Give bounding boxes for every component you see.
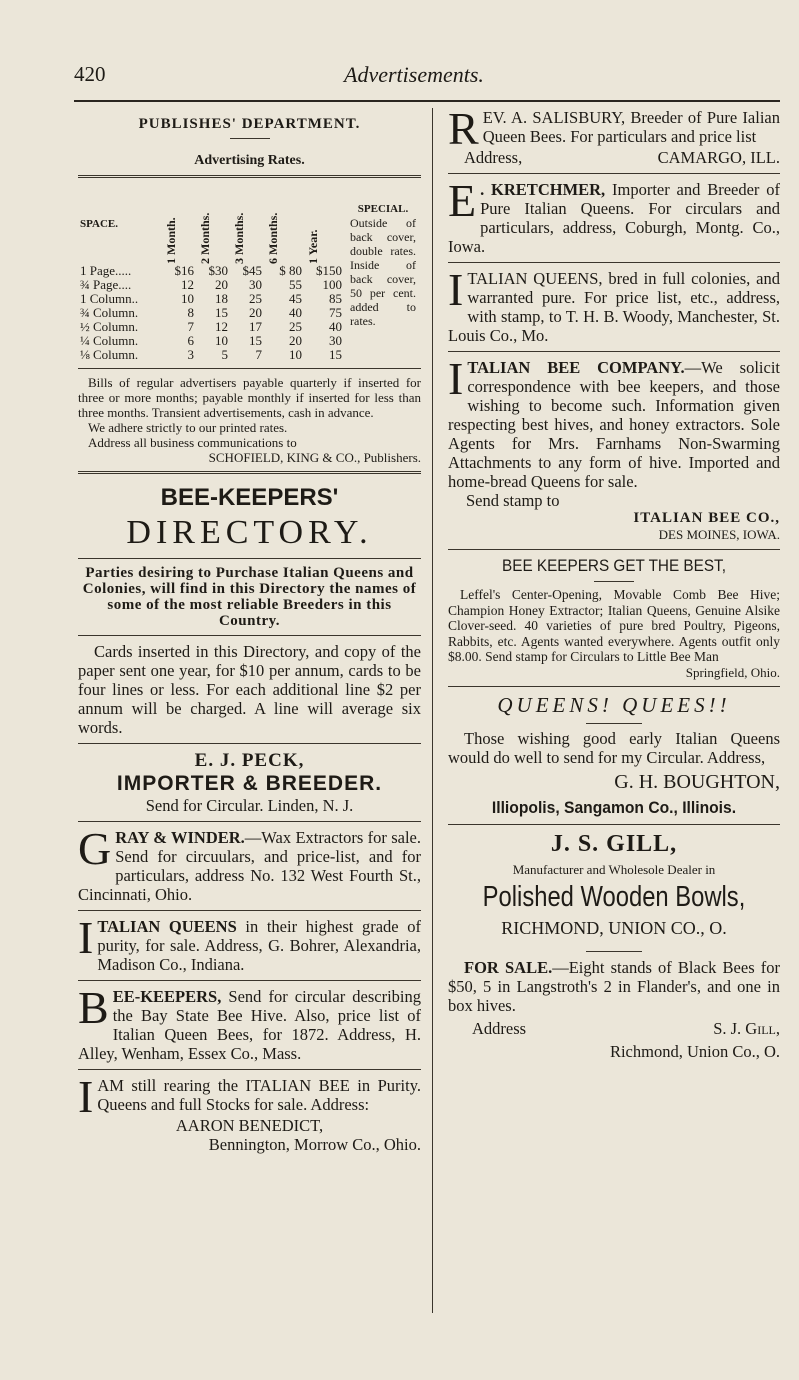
col-header: 6 Months.	[266, 212, 280, 264]
directory-title: BEE-KEEPERS'	[160, 484, 339, 511]
row-space: 1 Page.....	[80, 263, 132, 278]
ad-text: EV. A. SALISBURY, Breeder of Pure Ialian Queen Bees. For particulars and price list	[482, 108, 780, 146]
divider	[230, 138, 270, 139]
gill-product: Polished Wooden Bowls,	[482, 880, 746, 913]
cell: 7	[187, 319, 194, 334]
cell: 7	[255, 347, 262, 362]
ad-text: AM still rearing the ITALIAN BEE in Purity. Queens and full Stocks for sale. Address:	[97, 1076, 421, 1114]
directory-cards-text: Cards inserted in this Directory, and copy of the paper sent one year, for $10 per annum, cards to be four lines or less. For each additional line $2 per annum will be charged. A line will average six words.	[78, 642, 421, 737]
sale-address	[448, 1019, 780, 1038]
drop-cap: B	[78, 987, 109, 1033]
salisbury-address	[448, 148, 780, 167]
cell: $16	[174, 263, 194, 278]
boughton-name: G. H. BOUGHTON,	[614, 770, 780, 793]
row-space: ⅛ Column.	[80, 347, 139, 362]
divider	[448, 262, 780, 263]
cell: 17	[249, 319, 262, 334]
row-space: 1 Column..	[80, 291, 139, 306]
cell: 15	[249, 333, 262, 348]
address-label: Address,	[464, 148, 523, 167]
drop-cap: I	[448, 358, 464, 404]
cell: 25	[249, 291, 262, 306]
ad-lead: RAY & WINDER.	[115, 828, 245, 847]
directory-parties: Parties desiring to Purchase Italian Queens and Colonies, will find in this Directory the names of some of the most reliable Breeders in this Country.	[82, 565, 417, 629]
drop-cap: G	[78, 828, 112, 874]
bohrer-ad	[78, 917, 421, 974]
benedict-name: AARON BENEDICT,	[175, 1116, 324, 1135]
italian-co-name: ITALIAN BEE CO.,	[633, 510, 780, 526]
ad-lead: EE-KEEPERS,	[112, 987, 222, 1006]
col-header: 2 Months.	[198, 212, 212, 264]
divider	[78, 471, 421, 474]
divider	[78, 910, 421, 911]
header-rule	[74, 100, 780, 102]
salisbury-ad	[448, 108, 780, 148]
cell: 85	[329, 291, 342, 306]
cell: 8	[187, 305, 194, 320]
page-header	[74, 60, 774, 90]
cell: 5	[221, 347, 228, 362]
peck-title: IMPORTER & BREEDER.	[116, 772, 383, 795]
alley-ad	[78, 987, 421, 1063]
ad-text: Importer and Breeder of Pure Italian Queens. For circulars and particulars, address, Coburgh, Montg. Co., Iowa.	[448, 180, 780, 256]
cell: 45	[289, 291, 302, 306]
queens-heading: QUEENS! QUEES!!	[497, 692, 731, 717]
cell: $30	[208, 263, 228, 278]
kretchmer-ad	[448, 180, 780, 256]
salisbury-place: CAMARGO, ILL.	[657, 148, 780, 167]
cell: 15	[329, 347, 342, 362]
divider	[586, 951, 642, 952]
cell: 12	[181, 277, 194, 292]
special-label: SPECIAL.	[357, 203, 409, 215]
rates-heading: Advertising Rates.	[194, 153, 305, 168]
right-column	[448, 108, 780, 1061]
divider	[78, 558, 421, 559]
cell: 20	[249, 305, 262, 320]
cell: $45	[242, 263, 262, 278]
cell: 75	[329, 305, 342, 320]
woody-ad	[448, 269, 780, 345]
gray-winder-ad	[78, 828, 421, 904]
cell: 18	[215, 291, 228, 306]
cell: 25	[289, 319, 302, 334]
row-space: ¾ Page....	[80, 277, 132, 292]
left-column	[78, 108, 421, 1154]
directory-subtitle: DIRECTORY.	[126, 514, 373, 551]
bills-text: Bills of regular advertisers payable quarterly if inserted for three or more months; payable monthly if inserted for less than three months. Transient advertisements, cash in advance.	[78, 375, 421, 420]
cell: 10	[215, 333, 228, 348]
cell: 30	[329, 333, 342, 348]
drop-cap: I	[448, 269, 464, 315]
boughton-place: Illiopolis, Sangamon Co., Illinois.	[491, 797, 737, 817]
address-label: Address	[472, 1018, 527, 1038]
drop-cap: I	[78, 1076, 94, 1116]
drop-cap: R	[448, 108, 479, 148]
divider	[448, 173, 780, 174]
cell: 20	[215, 277, 228, 292]
italian-co-stamp: Send stamp to	[466, 491, 560, 510]
divider	[78, 821, 421, 822]
best-text: Leffel's Center-Opening, Movable Comb Bee Hive; Champion Honey Extractor; Italian Queens, Genuine Alsike Clover-seed. 40 varieties of pure bred Poultry, Pigeons, Rabbits, etc. Agents wanted everywhere. Agents outfit only $8.00. Send stamp for Circulars to Little Bee Man	[448, 587, 780, 664]
cell: 20	[289, 333, 302, 348]
gill-name: J. S. GILL,	[550, 830, 678, 857]
sale-name: S. J. Gill,	[713, 1018, 780, 1038]
row-space: ¾ Column.	[80, 305, 139, 320]
row-space: ½ Column.	[80, 319, 139, 334]
peck-line: Send for Circular. Linden, N. J.	[145, 796, 354, 815]
cell: $ 80	[279, 263, 302, 278]
cell: $150	[316, 263, 342, 278]
ad-lead: TALIAN QUEENS	[97, 917, 237, 936]
divider	[78, 743, 421, 744]
divider	[78, 980, 421, 981]
publishers-heading: PUBLISHES' DEPARTMENT.	[138, 116, 361, 132]
row-space: ¼ Column.	[80, 333, 139, 348]
best-heading: BEE KEEPERS GET THE BEST,	[502, 556, 726, 575]
divider	[78, 175, 421, 178]
special-text: Outside of back cover, double rates. Inside of back cover, 50 per cent. added to rates.	[350, 216, 416, 328]
address-text: Address all business communications to	[88, 435, 297, 450]
peck-name: E. J. PECK,	[194, 750, 305, 771]
divider	[448, 686, 780, 687]
column-divider	[432, 108, 433, 1313]
rates-header-row	[78, 184, 418, 264]
cell: 100	[322, 277, 342, 292]
gill-place: RICHMOND, UNION CO., O.	[501, 917, 727, 938]
col-header: 3 Months.	[232, 212, 246, 264]
divider	[594, 581, 634, 582]
publishers-signature: SCHOFIELD, KING & CO., Publishers.	[208, 450, 421, 465]
cell: 10	[181, 291, 194, 306]
divider	[586, 723, 642, 724]
ad-text: —We solicit correspondence with bee keepers, and those wishing to become such. Information given respecting best hives, and honey extractors. Sole Agents for Mrs. Farnhams Non-Swarming Attachments to any form of hive. Imported and home-bread Queens for sale.	[448, 358, 780, 491]
boughton-text: Those wishing good early Italian Queens would do well to send for my Circular. Address,	[448, 728, 780, 767]
cell: 10	[289, 347, 302, 362]
cell: 40	[329, 319, 342, 334]
ad-lead: FOR SALE.	[464, 957, 553, 977]
cell: 6	[187, 333, 194, 348]
col-header: 1 Year.	[306, 229, 320, 264]
ad-text: —Eight stands of Black Bees for $50, 5 in Langstroth's 2 in Flander's, and one in box hives.	[448, 957, 781, 1015]
italian-co-place: DES MOINES, IOWA.	[658, 527, 780, 542]
drop-cap: E	[448, 180, 477, 226]
rates-table	[78, 184, 418, 362]
ad-text: —Wax Extractors for sale. Send for circuulars, and price-list, and for particulars, address No. 132 West Fourth St., Cincinnati, Ohio.	[78, 828, 421, 904]
page-title: Advertisements.	[344, 62, 484, 87]
cell: 15	[215, 305, 228, 320]
divider	[78, 635, 421, 636]
divider	[448, 351, 780, 352]
benedict-place: Bennington, Morrow Co., Ohio.	[208, 1135, 421, 1154]
gill-line: Manufacturer and Wholesole Dealer in	[512, 861, 716, 877]
ad-lead: . KRETCHMER,	[480, 180, 606, 199]
drop-cap: I	[78, 917, 94, 963]
col-header: 1 Month.	[164, 217, 178, 264]
cell: 30	[249, 277, 262, 292]
best-place: Springfield, Ohio.	[685, 664, 780, 680]
cell: 3	[187, 347, 194, 362]
sale-ad	[448, 958, 780, 1015]
divider	[78, 1069, 421, 1070]
divider	[448, 549, 780, 550]
cell: 40	[289, 305, 302, 320]
italian-bee-co-ad	[448, 358, 780, 491]
divider	[78, 368, 421, 369]
cell: 55	[289, 277, 302, 292]
space-label: SPACE.	[80, 218, 118, 230]
page-number: 420	[74, 62, 106, 86]
divider	[448, 824, 780, 825]
ad-text: in their highest grade of purity, for sale. Address, G. Bohrer, Alexandria, Madison Co., Indiana.	[97, 917, 421, 974]
ad-text: TALIAN QUEENS, bred in full colonies, and warranted pure. For price list, etc., address, with stamp, to T. H. B. Woody, Manchester, St. Louis Co., Mo.	[448, 269, 780, 345]
ad-text: Send for circular describing the Bay State Bee Hive. Also, price list of Italian Queen Bees, for 1872. Address, H. Alley, Wenham, Essex Co., Mass.	[78, 987, 421, 1063]
cell: 12	[215, 319, 228, 334]
benedict-ad	[78, 1076, 421, 1116]
adhere-text: We adhere strictly to our printed rates.	[88, 420, 288, 435]
ad-lead: TALIAN BEE COMPANY.	[467, 358, 685, 377]
sale-place: Richmond, Union Co., O.	[609, 1041, 780, 1061]
